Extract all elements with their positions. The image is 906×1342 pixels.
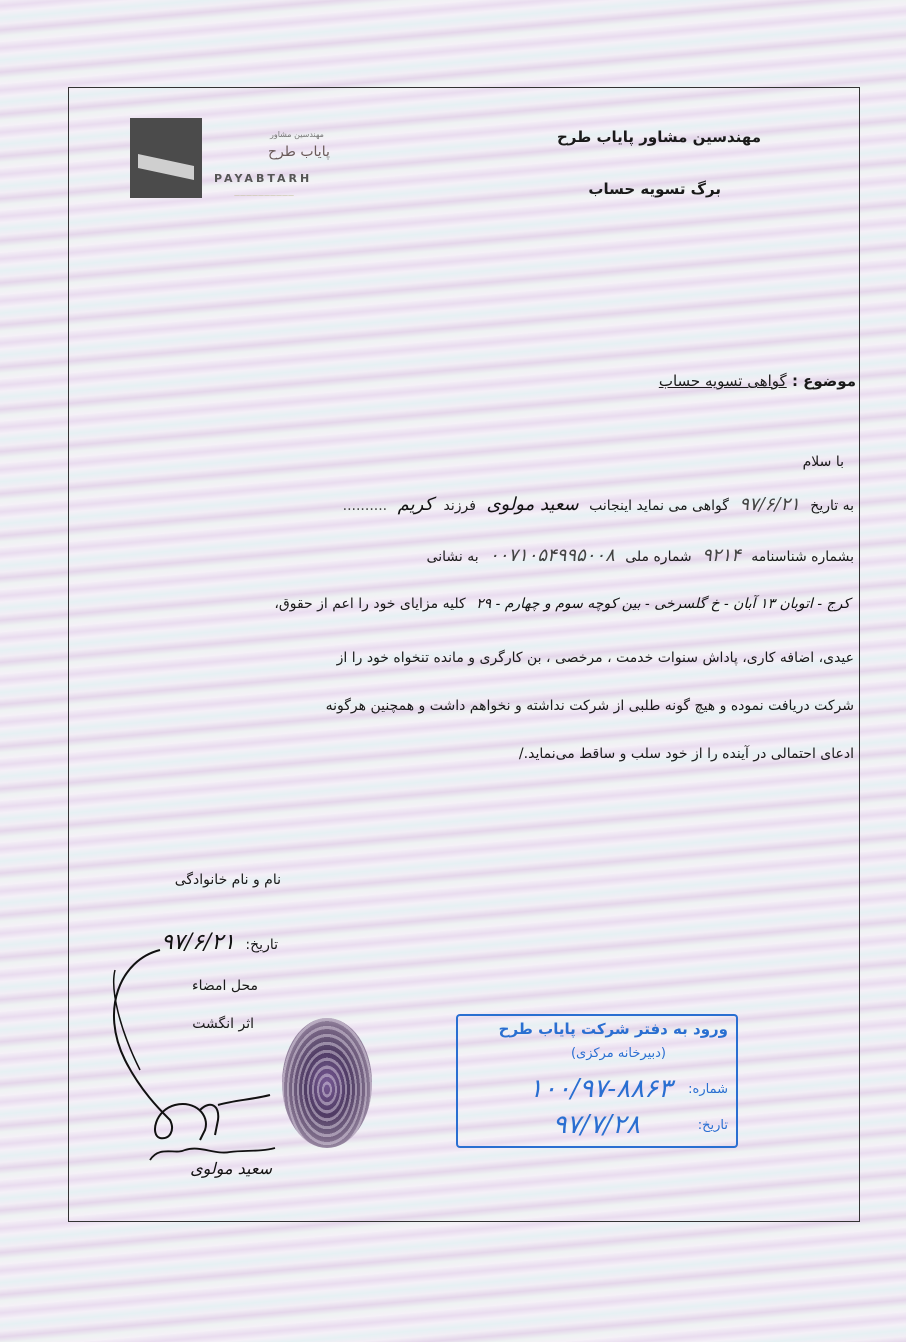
- handwritten-signature: [100, 940, 300, 1180]
- logo-english-name: PAYABTARH: [214, 172, 313, 185]
- stamp-subtitle: (دبیرخانه مرکزی): [570, 1046, 666, 1061]
- subject-value: گواهی تسویه حساب: [658, 372, 787, 390]
- subject-line: [659, 372, 856, 390]
- stamp-number-value: ۱۰۰/۹۷-۸۸۶۳: [528, 1074, 672, 1104]
- company-logo: [130, 118, 370, 208]
- thumbprint-label: اثر انگشت: [192, 1016, 254, 1032]
- logo-mark: [130, 118, 202, 198]
- greeting: با سلام: [802, 454, 844, 470]
- stamp-title: ورود به دفتر شرکت پایاب طرح: [498, 1020, 728, 1038]
- stamp-date-value: ۹۷/۷/۲۸: [552, 1110, 640, 1140]
- body-line-2: [94, 545, 854, 566]
- handwritten-name: سعید مولوی: [486, 494, 579, 515]
- body-line-4: عیدی، اضافه کاری، پاداش سنوات خدمت ، مرخصی ، بن کارگری و مانده تنخواه خود را از: [336, 650, 854, 666]
- registration-stamp: [456, 1014, 738, 1148]
- stamp-date-label: تاریخ:: [697, 1118, 728, 1133]
- form-title: برگ تسویه حساب: [588, 180, 721, 198]
- body-line-5: شرکت دریافت نموده و هیچ گونه طلبی از شرکت نداشته و نخواهم داشت و همچنین هرگونه: [325, 698, 854, 714]
- handwritten-date: ۹۷/۶/۲۱: [739, 494, 800, 515]
- address-label: به نشانی: [426, 549, 479, 565]
- handwritten-father-name: کریم: [397, 494, 434, 515]
- handwritten-address: کرج - اتوبان ۱۳ آبان - خ گلسرخی - بین کوچه سوم و چهارم - ۲۹: [476, 596, 850, 612]
- signature-place-label: محل امضاء: [192, 978, 258, 994]
- handwritten-id-number: ۹۲۱۴: [702, 545, 741, 566]
- certify-text: گواهی می نماید اینجانب: [589, 498, 729, 514]
- logo-persian-name: پایاب طرح: [268, 144, 330, 160]
- logo-subtitle: مهندسین مشاور: [270, 130, 324, 139]
- fingerprint-icon: [282, 1018, 372, 1148]
- date-label: تاریخ:: [245, 937, 278, 953]
- body-line-1: [94, 494, 854, 515]
- company-name: مهندسین مشاور پایاب طرح: [556, 128, 761, 146]
- name-label: نام و نام خانوادگی: [174, 872, 281, 888]
- benefits-text: کلیه مزایای خود را اعم از حقوق،: [274, 596, 466, 612]
- stamp-number-label: شماره:: [688, 1082, 728, 1097]
- date-prefix: به تاریخ: [810, 498, 854, 514]
- handwritten-national-id: ۰۰۷۱۰۵۴۹۹۵۰۰۸: [489, 545, 615, 566]
- subject-label: موضوع :: [791, 372, 856, 390]
- dotted-line: ..........: [342, 498, 388, 514]
- body-line-6: ادعای احتمالی در آینده را از خود سلب و ساقط می‌نماید./: [518, 746, 854, 762]
- father-label: فرزند: [443, 498, 476, 514]
- body-line-3: [96, 596, 856, 612]
- signed-name-text: سعید مولوی: [190, 1159, 272, 1178]
- handwritten-signature-date: ۹۷/۶/۲۱: [161, 930, 235, 955]
- id-label: بشماره شناسنامه: [751, 549, 854, 565]
- national-id-label: شماره ملی: [625, 549, 692, 565]
- logo-tagline: ——————————: [234, 192, 294, 199]
